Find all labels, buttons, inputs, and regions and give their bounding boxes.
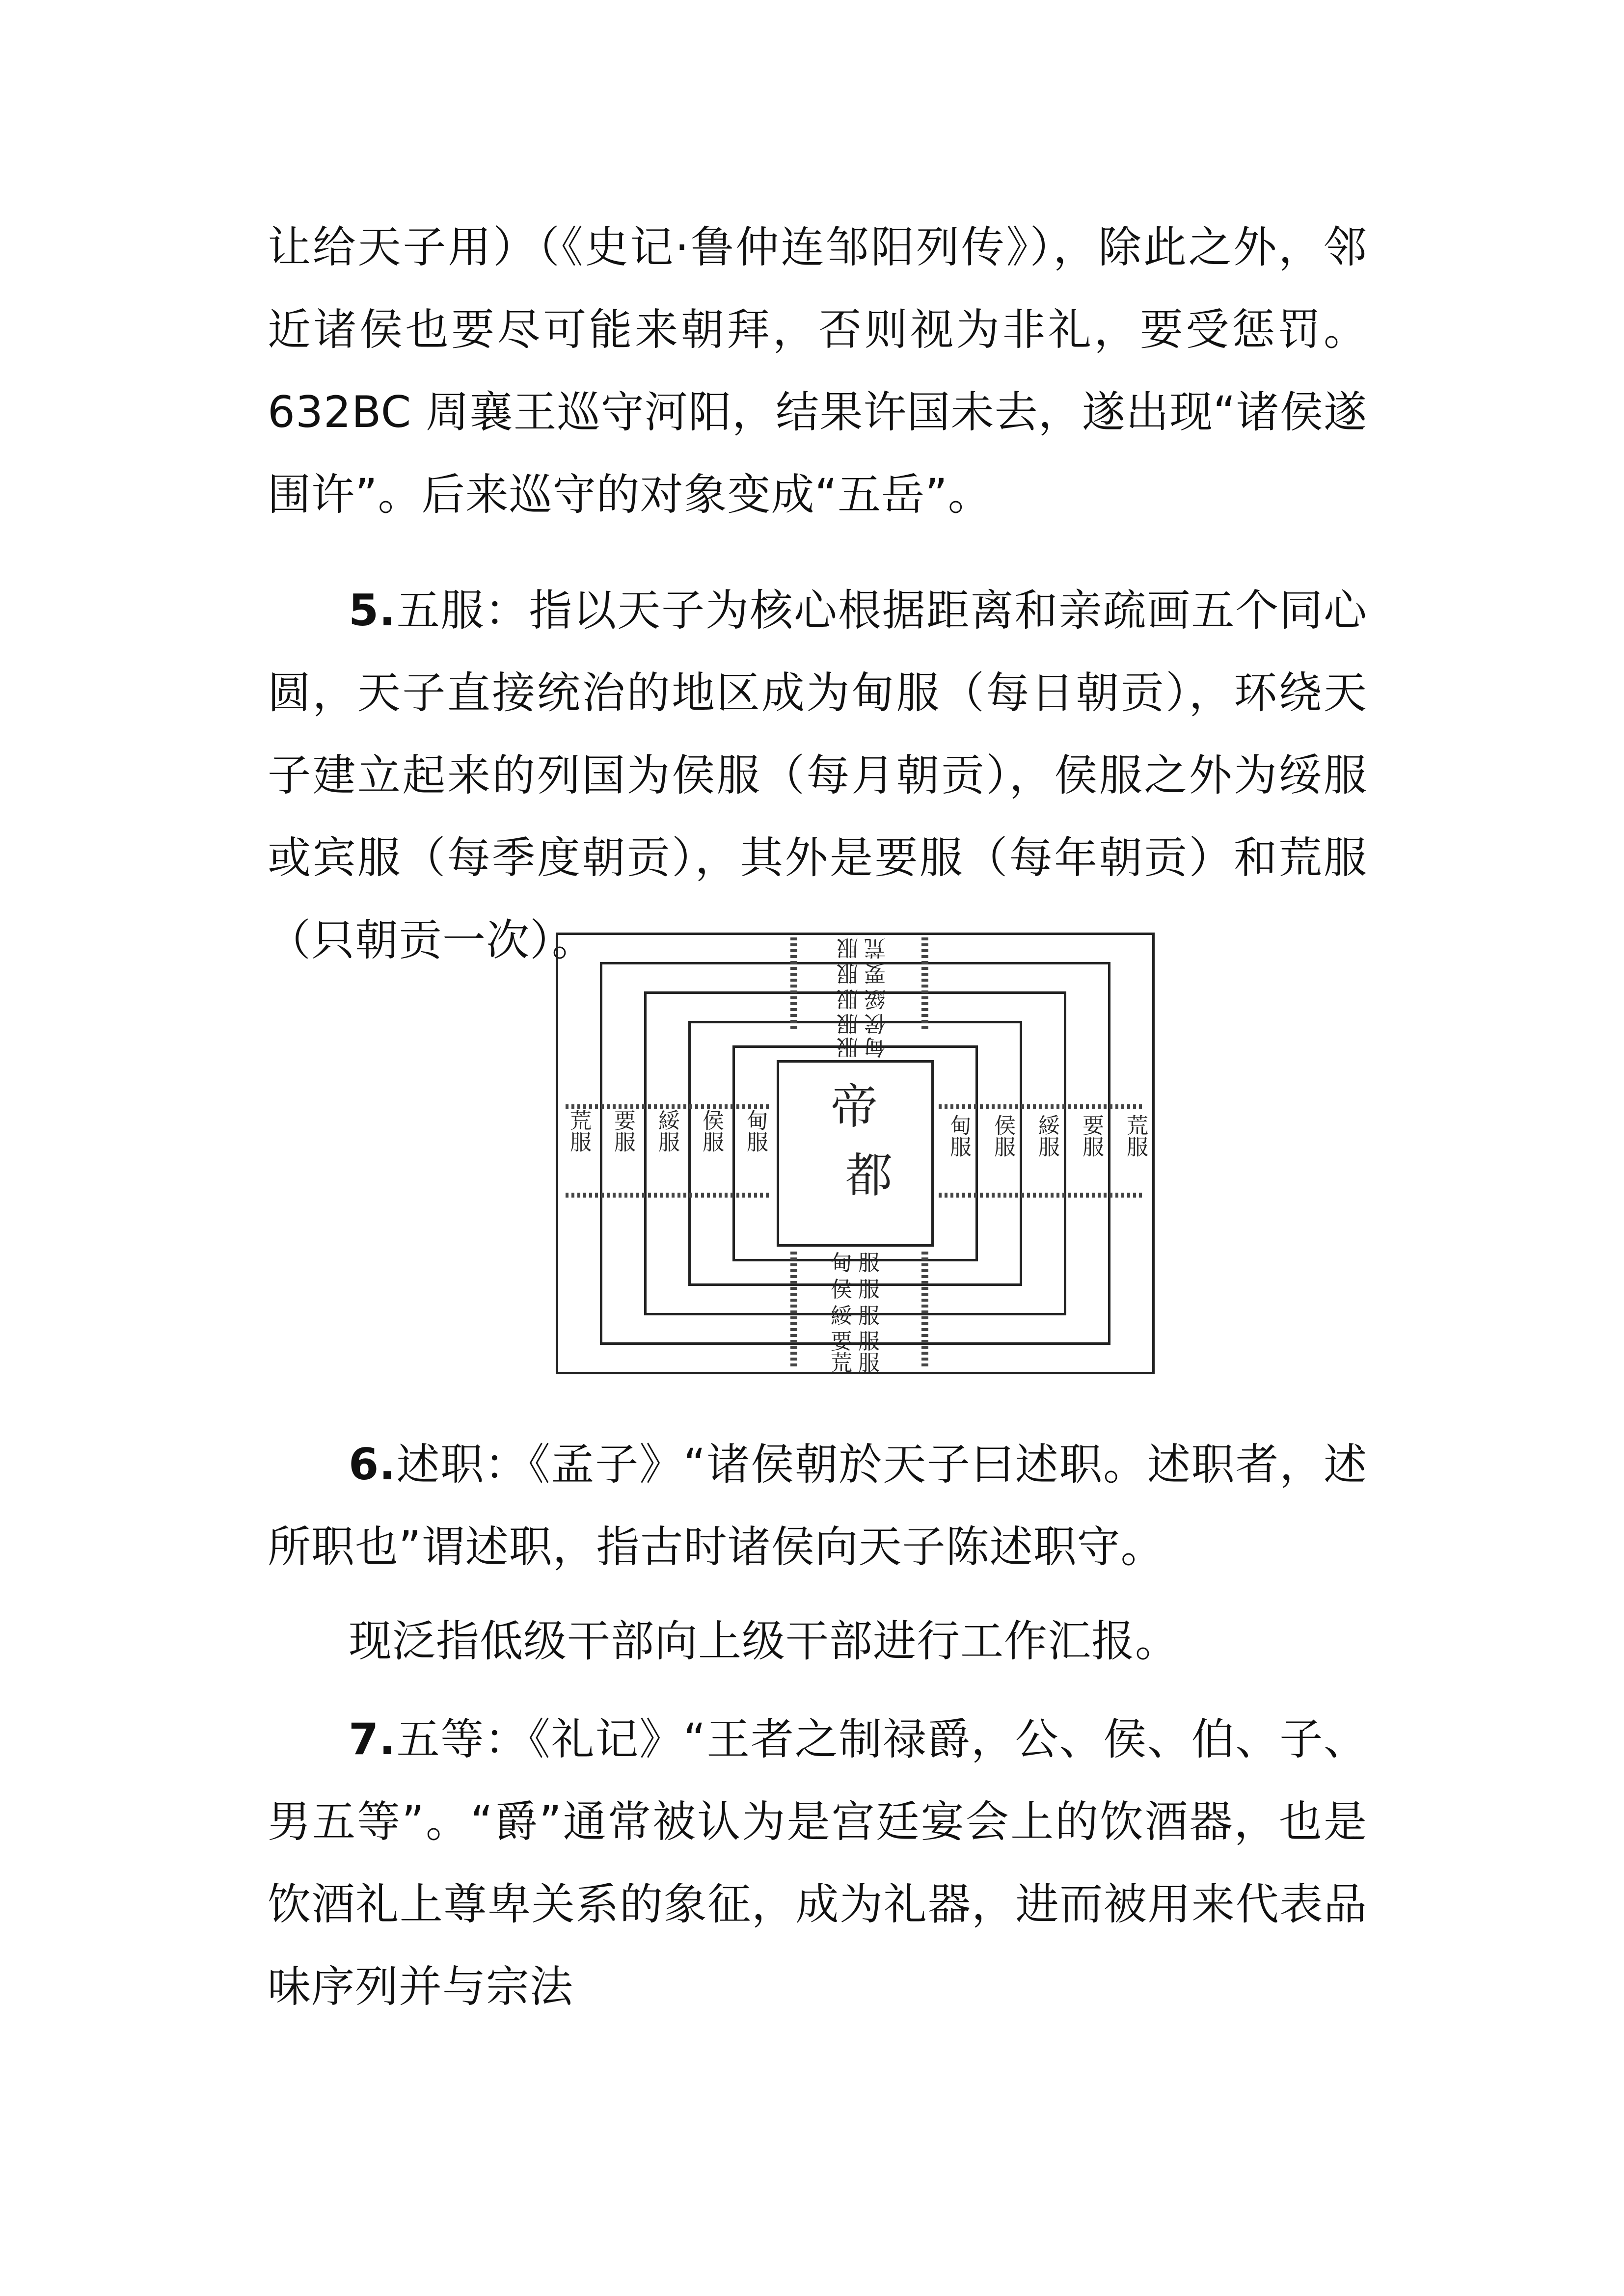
paragraph-five-zones — [268, 569, 1367, 986]
capital-char-1: 帝 — [831, 1079, 878, 1134]
small-text-column — [790, 937, 797, 1031]
paragraph-report — [268, 1423, 1367, 1588]
five-zones-diagram — [556, 933, 1155, 1374]
zone-label-top-5: 荒服 — [831, 935, 886, 960]
zone-label-right-1: 甸服 — [946, 1114, 971, 1157]
paragraph-text: 述职：《孟子》“诸侯朝於天子曰述职。述职者，述所职也”谓述职，指古时诸侯向天子陈述职守。 — [268, 1439, 1367, 1572]
zone-label-left-1: 甸服 — [743, 1109, 768, 1152]
small-text-column — [921, 1252, 928, 1369]
zone-label-top-2: 侯服 — [831, 1011, 886, 1036]
paragraph-text: 五服：指以天子为核心根据距离和亲疏画五个同心圆，天子直接统治的地区成为甸服（每日朝贡），环绕天子建立起来的列国为侯服（每月朝贡），侯服之外为绥服或宾服（每季度朝贡），其外是要服（每年朝贡）和荒服（只朝贡一次）。 — [268, 585, 1367, 965]
small-text-row — [939, 1104, 1145, 1109]
item-number: 5. — [349, 585, 396, 636]
small-text-column — [790, 1252, 797, 1369]
small-text-row — [939, 1193, 1145, 1198]
zone-label-top-1: 甸服 — [831, 1034, 886, 1059]
paragraph-modern-meaning: 现泛指低级干部向上级干部进行工作汇报。 — [349, 1616, 1179, 1666]
item-number: 7. — [349, 1714, 396, 1764]
small-text-row — [566, 1104, 772, 1109]
zone-label-right-3: 綏服 — [1034, 1114, 1059, 1157]
zone-label-right-2: 侯服 — [990, 1114, 1015, 1157]
zone-label-bottom-5: 荒服 — [831, 1351, 886, 1376]
zone-label-bottom-3: 綏服 — [831, 1304, 886, 1329]
zone-label-right-5: 荒服 — [1123, 1114, 1148, 1157]
zone-label-left-4: 要服 — [610, 1109, 635, 1152]
capital-char-2: 都 — [845, 1148, 893, 1203]
zone-label-top-3: 綏服 — [831, 986, 886, 1011]
paragraph-text: 五等：《礼记》“王者之制禄爵，公、侯、伯、子、男五等”。“爵”通常被认为是宫廷宴会上的饮酒器，也是饮酒礼上尊卑关系的象征，成为礼器，进而被用来代表品味序列并与宗法 — [268, 1714, 1367, 2012]
paragraph-five-ranks — [268, 1698, 1367, 2028]
paragraph-inspection-tour: 让给天子用）（《史记·鲁仲连邹阳列传》），除此之外，邻近诸侯也要尽可能来朝拜，否则视为非礼，要受惩罚。632BC 周襄王巡守河阳，结果许国未去，遂出现“诸侯遂围许”。后来巡守的对象变成“五岳”。 — [268, 222, 1367, 520]
zone-label-left-3: 綏服 — [654, 1109, 679, 1152]
zone-label-bottom-1: 甸服 — [831, 1251, 886, 1276]
item-number: 6. — [349, 1439, 396, 1490]
small-text-column — [921, 937, 928, 1031]
zone-label-top-4: 要服 — [831, 961, 886, 986]
small-text-row — [566, 1193, 772, 1198]
zone-label-left-2: 侯服 — [699, 1109, 724, 1152]
zone-label-bottom-4: 要服 — [831, 1329, 886, 1354]
zone-label-right-4: 要服 — [1079, 1114, 1104, 1157]
zone-label-bottom-2: 侯服 — [831, 1277, 886, 1302]
zone-label-left-5: 荒服 — [566, 1109, 591, 1152]
